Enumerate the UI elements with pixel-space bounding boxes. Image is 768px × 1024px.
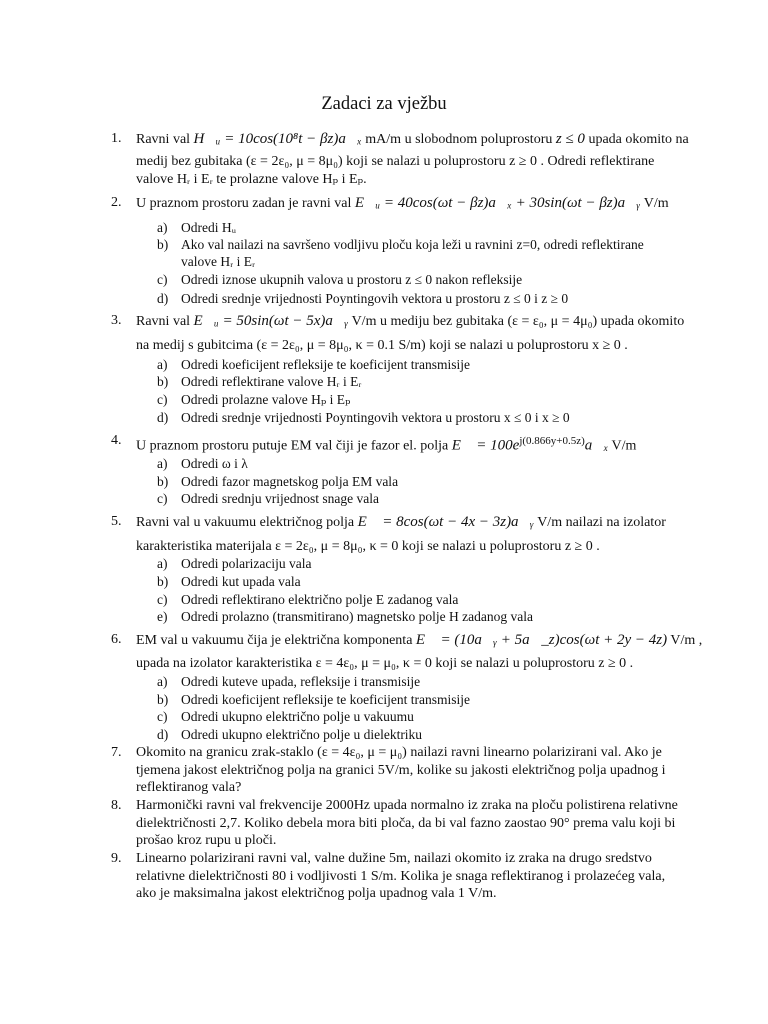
problem-4-number: 4. — [111, 433, 122, 448]
problem-4-item-label: c) — [157, 491, 168, 506]
problem-2-number: 2. — [111, 195, 122, 210]
problem-2-item-label: c) — [157, 272, 168, 287]
problem-2-item-label: b) — [157, 237, 169, 252]
problem-2-item-text: valove Hᵣ i Eᵣ — [181, 254, 256, 269]
problem-7-line: Okomito na granicu zrak-staklo (ε = 4ε₀, μ = μ₀) nailazi ravni linearno polarizirani val. Ako je — [136, 745, 662, 760]
problem-3-item-label: a) — [157, 357, 168, 372]
problem-9-line: ako je maksimalna jakost električnog polja upadnog vala 1 V/m. — [136, 886, 497, 901]
problem-6-item-label: d) — [157, 727, 169, 742]
problem-5-item-label: b) — [157, 574, 169, 589]
problem-4-item-label: b) — [157, 474, 169, 489]
problem-1-number: 1. — [111, 131, 122, 146]
problem-1-line-2: medij bez gubitaka (ε = 2ε₀, μ = 8μ₀) koji se nalazi u poluprostoru z ≥ 0 . Odredi reflektirane — [136, 154, 655, 169]
problem-4-item-text: Odredi srednju vrijednost snage vala — [181, 491, 379, 506]
problem-4-item-label: a) — [157, 456, 168, 471]
problem-6-item-label: c) — [157, 709, 168, 724]
problem-2-item-label: d) — [157, 291, 169, 306]
problem-7-line: tjemena jakost električnog polja na granici 5V/m, kolike su jakosti električnog polja upadnog i — [136, 763, 666, 778]
problem-5-line-2: karakteristika materijala ε = 2ε₀, μ = 8μ₀, κ = 0 koji se nalazi u poluprostoru z ≥ 0 . — [136, 539, 600, 554]
problem-5-item-label: e) — [157, 609, 168, 624]
problem-3-item-text: Odredi koeficijent refleksije te koeficijent transmisije — [181, 357, 471, 372]
problem-3-item-text: Odredi reflektirane valove Hᵣ i Eᵣ — [181, 374, 362, 389]
problem-7-number: 7. — [111, 745, 122, 760]
problem-5-item-label: a) — [157, 556, 168, 571]
problem-6-item-text: Odredi ukupno električno polje u vakuumu — [181, 709, 414, 724]
problem-3-item-label: c) — [157, 392, 168, 407]
problem-6-number: 6. — [111, 632, 122, 647]
problem-6-item-label: b) — [157, 692, 169, 707]
problem-3-item-label: b) — [157, 374, 169, 389]
problem-4-item-text: Odredi ω i λ — [181, 456, 248, 471]
problem-5-item-text: Odredi polarizaciju vala — [181, 556, 312, 571]
page-title: Zadaci za vježbu — [321, 94, 447, 114]
problem-7-line: reflektiranog vala? — [136, 780, 242, 795]
problem-5-number: 5. — [111, 514, 122, 529]
problem-5-item-text: Odredi kut upada vala — [181, 574, 301, 589]
problem-3-line-2: na medij s gubitcima (ε = 2ε₀, μ = 8μ₀, κ = 0.1 S/m) koji se nalazi u poluprostoru x ≥ 0 . — [136, 338, 628, 353]
problem-3-item-text: Odredi srednje vrijednosti Poyntingovih vektora u prostoru x ≤ 0 i x ≥ 0 — [181, 410, 570, 425]
problem-2-item-text: Odredi iznose ukupnih valova u prostoru z ≤ 0 nakon refleksije — [181, 272, 523, 287]
problem-2-item-text: Ako val nailazi na savršeno vodljivu ploču koja leži u ravnini z=0, odredi reflektirane — [181, 237, 644, 252]
problem-2-item-label: a) — [157, 220, 168, 235]
problem-9-line: Linearno polarizirani ravni val, valne dužine 5m, nailazi okomito iz zraka na drugo sredstvo — [136, 851, 652, 866]
problem-6-item-text: Odredi ukupno električno polje u dielektriku — [181, 727, 423, 742]
problem-5-item-text: Odredi reflektirano električno polje E zadanog vala — [181, 592, 459, 607]
problem-6-item-text: Odredi kuteve upada, refleksije i transmisije — [181, 674, 421, 689]
problem-2-item-text: Odredi srednje vrijednosti Poyntingovih vektora u prostoru z ≤ 0 i z ≥ 0 — [181, 291, 569, 306]
problem-5-line-1: Ravni val u vakuumu električnog polja E⃗ = 8cos(ωt − 4x − 3z)a⃗ᵧ V/m nailazi na izolator — [136, 514, 666, 530]
problem-8-line: dielektričnosti 2,7. Koliko debela mora biti ploča, da bi val fazno zaostao 90° prema valu koji bi — [136, 816, 676, 831]
problem-1-line-3: valove Hᵣ i Eᵣ te prolazne valove Hₚ i Eₚ. — [136, 172, 367, 187]
problem-9-line: relativne dielektričnosti 80 i vodljivosti 1 S/m. Kolika je snaga reflektiranog i prolazećeg vala, — [136, 869, 666, 884]
problem-6-item-text: Odredi koeficijent refleksije te koeficijent transmisije — [181, 692, 471, 707]
problem-3-item-text: Odredi prolazne valove Hₚ i Eₚ — [181, 392, 351, 407]
problem-2-item-text: Odredi Hᵤ — [181, 220, 237, 235]
problem-5-item-text: Odredi prolazno (transmitirano) magnetsko polje H zadanog vala — [181, 609, 534, 624]
problem-8-line: prošao kroz rupu u ploči. — [136, 833, 277, 848]
problem-6-line-1: EM val u vakuumu čija je električna komponenta E⃗ = (10a⃗ᵧ + 5a⃗_z)cos(ωt + 2y − 4z) V/m , — [136, 632, 703, 648]
problem-5-item-label: c) — [157, 592, 168, 607]
problem-4-item-text: Odredi fazor magnetskog polja EM vala — [181, 474, 399, 489]
problem-9-number: 9. — [111, 851, 122, 866]
problem-8-number: 8. — [111, 798, 122, 813]
problem-6-item-label: a) — [157, 674, 168, 689]
problem-3-number: 3. — [111, 313, 122, 328]
problem-3-item-label: d) — [157, 410, 169, 425]
problem-1-line-1: Ravni val H⃗ᵤ = 10cos(10⁸t − βz)a⃗ₓ mA/m u slobodnom poluprostoru z ≤ 0 upada okomito na — [136, 131, 689, 147]
problem-6-line-2: upada na izolator karakteristika ε = 4ε₀, μ = μ₀, κ = 0 koji se nalazi u poluprostoru z ≥ 0 . — [136, 656, 634, 671]
problem-4-line-1: U praznom prostoru putuje EM val čiji je fazor el. polja E⃗ = $100e^{j(0.866y+0.5z)}a⃗_x$ V/m — [136, 435, 637, 454]
problem-3-line-1: Ravni val E⃗ᵤ = 50sin(ωt − 5x)a⃗ᵧ V/m u mediju bez gubitaka (ε = ε₀, μ = 4μ₀) upada okomito — [136, 313, 685, 329]
problem-8-line: Harmonički ravni val frekvencije 2000Hz upada normalno iz zraka na ploču polistirena relativne — [136, 798, 678, 813]
problem-2-line-1: U praznom prostoru zadan je ravni val E⃗ᵤ = 40cos(ωt − βz)a⃗ₓ + 30sin(ωt − βz)a⃗ᵧ V/m — [136, 195, 669, 211]
